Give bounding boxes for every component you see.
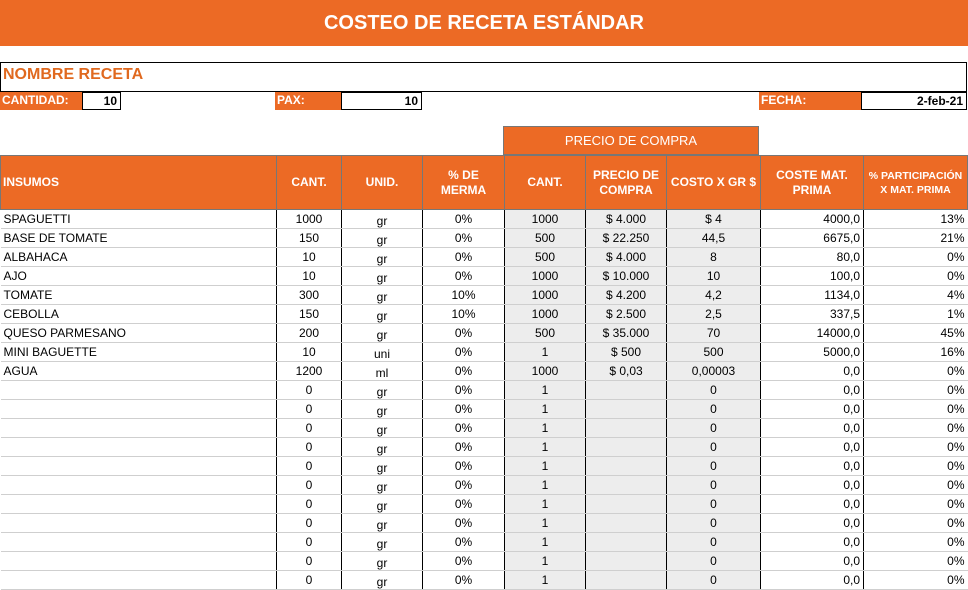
cell-cant-compra[interactable]: 500 bbox=[505, 324, 586, 343]
cell-costo-gr[interactable]: 500 bbox=[667, 343, 761, 362]
table-row bbox=[1, 381, 968, 400]
cell-cant-compra[interactable]: 1 bbox=[505, 476, 586, 495]
table-row bbox=[1, 400, 968, 419]
cell-cant-compra[interactable]: 1000 bbox=[505, 305, 586, 324]
table-row bbox=[1, 438, 968, 457]
cell-costo-gr[interactable]: 0 bbox=[667, 571, 761, 590]
table-row bbox=[1, 419, 968, 438]
cell-participacion[interactable]: 0% bbox=[864, 495, 968, 514]
cell-costo-gr[interactable]: 0 bbox=[667, 457, 761, 476]
cell-cantidad[interactable]: 0 bbox=[277, 552, 342, 571]
cell-precio-compra[interactable] bbox=[586, 495, 667, 514]
col-costo-gr: COSTO X GR $ bbox=[667, 156, 761, 210]
cell-cantidad[interactable]: 0 bbox=[277, 400, 342, 419]
cell-unidad[interactable]: uni bbox=[342, 343, 423, 362]
cell-cantidad[interactable]: 0 bbox=[277, 438, 342, 457]
cell-precio-compra[interactable]: $ 4.000 bbox=[586, 248, 667, 267]
cell-merma[interactable]: 0% bbox=[423, 229, 505, 248]
cell-costo-gr[interactable]: 4,2 bbox=[667, 286, 761, 305]
cell-cantidad[interactable]: 200 bbox=[277, 324, 342, 343]
table-row bbox=[1, 552, 968, 571]
pax-label: PAX: bbox=[275, 92, 341, 110]
cell-unidad[interactable]: gr bbox=[342, 286, 423, 305]
cell-insumo[interactable] bbox=[1, 381, 277, 400]
cell-insumo[interactable]: AGUA bbox=[1, 362, 277, 381]
cell-coste-mat[interactable]: 0,0 bbox=[761, 457, 864, 476]
col-unid: UNID. bbox=[342, 156, 423, 210]
table-row bbox=[1, 343, 968, 362]
cell-coste-mat[interactable]: 0,0 bbox=[761, 495, 864, 514]
cell-coste-mat[interactable]: 0,0 bbox=[761, 514, 864, 533]
fecha-label: FECHA: bbox=[759, 92, 861, 110]
col-coste-mat: COSTE MAT. PRIMA bbox=[761, 156, 864, 210]
cell-unidad[interactable]: gr bbox=[342, 381, 423, 400]
cell-coste-mat[interactable]: 337,5 bbox=[761, 305, 864, 324]
cell-coste-mat[interactable]: 0,0 bbox=[761, 381, 864, 400]
cell-cantidad[interactable]: 10 bbox=[277, 248, 342, 267]
cell-participacion[interactable]: 1% bbox=[864, 305, 968, 324]
cell-merma[interactable]: 0% bbox=[423, 533, 505, 552]
costing-table bbox=[0, 155, 968, 590]
cell-coste-mat[interactable]: 6675,0 bbox=[761, 229, 864, 248]
table-row bbox=[1, 210, 968, 229]
cell-unidad[interactable]: gr bbox=[342, 571, 423, 590]
cell-merma[interactable]: 0% bbox=[423, 476, 505, 495]
cell-precio-compra[interactable] bbox=[586, 571, 667, 590]
cell-insumo[interactable]: SPAGUETTI bbox=[1, 210, 277, 229]
cantidad-value[interactable]: 10 bbox=[82, 92, 121, 110]
precio-compra-header: PRECIO DE COMPRA bbox=[503, 126, 759, 155]
cell-precio-compra[interactable]: $ 4.200 bbox=[586, 286, 667, 305]
cell-cantidad[interactable]: 0 bbox=[277, 571, 342, 590]
table-row bbox=[1, 495, 968, 514]
cell-precio-compra[interactable] bbox=[586, 514, 667, 533]
cell-unidad[interactable]: gr bbox=[342, 210, 423, 229]
table-row bbox=[1, 476, 968, 495]
cell-coste-mat[interactable]: 1134,0 bbox=[761, 286, 864, 305]
cell-insumo[interactable] bbox=[1, 571, 277, 590]
table-row bbox=[1, 457, 968, 476]
cell-cantidad[interactable]: 0 bbox=[277, 514, 342, 533]
cell-insumo[interactable]: TOMATE bbox=[1, 286, 277, 305]
cell-merma[interactable]: 10% bbox=[423, 305, 505, 324]
col-cant: CANT. bbox=[277, 156, 342, 210]
cell-precio-compra[interactable] bbox=[586, 533, 667, 552]
cell-precio-compra[interactable]: $ 0,03 bbox=[586, 362, 667, 381]
cell-costo-gr[interactable]: $ 4 bbox=[667, 210, 761, 229]
cell-insumo[interactable]: QUESO PARMESANO bbox=[1, 324, 277, 343]
cell-precio-compra[interactable] bbox=[586, 419, 667, 438]
cell-insumo[interactable]: CEBOLLA bbox=[1, 305, 277, 324]
recipe-name-label: NOMBRE RECETA bbox=[3, 66, 144, 83]
cell-cant-compra[interactable]: 1 bbox=[505, 571, 586, 590]
cell-merma[interactable]: 0% bbox=[423, 400, 505, 419]
cell-unidad[interactable]: gr bbox=[342, 324, 423, 343]
cell-cant-compra[interactable]: 1 bbox=[505, 533, 586, 552]
cell-unidad[interactable]: gr bbox=[342, 438, 423, 457]
cell-unidad[interactable]: gr bbox=[342, 476, 423, 495]
cell-participacion[interactable]: 45% bbox=[864, 324, 968, 343]
cell-participacion[interactable]: 0% bbox=[864, 419, 968, 438]
cell-coste-mat[interactable]: 0,0 bbox=[761, 419, 864, 438]
cell-unidad[interactable]: gr bbox=[342, 229, 423, 248]
cell-merma[interactable]: 0% bbox=[423, 514, 505, 533]
cantidad-label: CANTIDAD: bbox=[0, 92, 82, 110]
cell-cant-compra[interactable]: 500 bbox=[505, 229, 586, 248]
cell-participacion[interactable]: 16% bbox=[864, 343, 968, 362]
cell-merma[interactable]: 10% bbox=[423, 286, 505, 305]
cell-insumo[interactable] bbox=[1, 400, 277, 419]
cell-cantidad[interactable]: 0 bbox=[277, 533, 342, 552]
col-precio-compra: PRECIO DE COMPRA bbox=[586, 156, 667, 210]
cell-unidad[interactable]: gr bbox=[342, 457, 423, 476]
cell-precio-compra[interactable] bbox=[586, 381, 667, 400]
cell-cant-compra[interactable]: 1000 bbox=[505, 267, 586, 286]
cell-costo-gr[interactable]: 8 bbox=[667, 248, 761, 267]
cell-coste-mat[interactable]: 0,0 bbox=[761, 476, 864, 495]
cell-coste-mat[interactable]: 4000,0 bbox=[761, 210, 864, 229]
cell-participacion[interactable]: 0% bbox=[864, 248, 968, 267]
cell-costo-gr[interactable]: 0 bbox=[667, 514, 761, 533]
cell-participacion[interactable]: 21% bbox=[864, 229, 968, 248]
table-row bbox=[1, 324, 968, 343]
cell-cantidad[interactable]: 0 bbox=[277, 381, 342, 400]
cell-precio-compra[interactable] bbox=[586, 438, 667, 457]
col-cant-compra: CANT. bbox=[505, 156, 586, 210]
cell-coste-mat[interactable]: 80,0 bbox=[761, 248, 864, 267]
cell-costo-gr[interactable]: 0 bbox=[667, 400, 761, 419]
cell-insumo[interactable] bbox=[1, 552, 277, 571]
cell-precio-compra[interactable] bbox=[586, 400, 667, 419]
cell-insumo[interactable] bbox=[1, 457, 277, 476]
cell-merma[interactable]: 0% bbox=[423, 438, 505, 457]
header-row bbox=[1, 156, 968, 210]
cell-merma[interactable]: 0% bbox=[423, 267, 505, 286]
cell-precio-compra[interactable]: $ 2.500 bbox=[586, 305, 667, 324]
cell-cantidad[interactable]: 0 bbox=[277, 495, 342, 514]
cell-participacion[interactable]: 0% bbox=[864, 514, 968, 533]
cell-coste-mat[interactable]: 14000,0 bbox=[761, 324, 864, 343]
cell-participacion[interactable]: 0% bbox=[864, 457, 968, 476]
table-row bbox=[1, 229, 968, 248]
cell-precio-compra[interactable]: $ 4.000 bbox=[586, 210, 667, 229]
table-row bbox=[1, 362, 968, 381]
cell-costo-gr[interactable]: 0 bbox=[667, 438, 761, 457]
cell-cant-compra[interactable]: 1000 bbox=[505, 362, 586, 381]
cell-merma[interactable]: 0% bbox=[423, 381, 505, 400]
cell-merma[interactable]: 0% bbox=[423, 343, 505, 362]
cell-participacion[interactable]: 13% bbox=[864, 210, 968, 229]
cell-costo-gr[interactable]: 0 bbox=[667, 419, 761, 438]
cell-unidad[interactable]: gr bbox=[342, 495, 423, 514]
cell-cantidad[interactable]: 150 bbox=[277, 305, 342, 324]
cell-participacion[interactable]: 4% bbox=[864, 286, 968, 305]
cell-coste-mat[interactable]: 100,0 bbox=[761, 267, 864, 286]
cell-costo-gr[interactable]: 0 bbox=[667, 381, 761, 400]
cell-participacion[interactable]: 0% bbox=[864, 400, 968, 419]
cell-merma[interactable]: 0% bbox=[423, 552, 505, 571]
cell-cant-compra[interactable]: 1 bbox=[505, 381, 586, 400]
cell-coste-mat[interactable]: 0,0 bbox=[761, 400, 864, 419]
cell-coste-mat[interactable]: 0,0 bbox=[761, 552, 864, 571]
cell-merma[interactable]: 0% bbox=[423, 419, 505, 438]
cell-merma[interactable]: 0% bbox=[423, 362, 505, 381]
table-row bbox=[1, 533, 968, 552]
cell-costo-gr[interactable]: 0 bbox=[667, 552, 761, 571]
cell-costo-gr[interactable]: 0 bbox=[667, 495, 761, 514]
cell-cant-compra[interactable]: 1 bbox=[505, 419, 586, 438]
cell-cantidad[interactable]: 1000 bbox=[277, 210, 342, 229]
cell-cantidad[interactable]: 300 bbox=[277, 286, 342, 305]
cell-costo-gr[interactable]: 0 bbox=[667, 476, 761, 495]
cell-cant-compra[interactable]: 1000 bbox=[505, 210, 586, 229]
cell-cant-compra[interactable]: 1 bbox=[505, 438, 586, 457]
cell-participacion[interactable]: 0% bbox=[864, 476, 968, 495]
cell-insumo[interactable] bbox=[1, 533, 277, 552]
cell-cantidad[interactable]: 1200 bbox=[277, 362, 342, 381]
cell-insumo[interactable] bbox=[1, 514, 277, 533]
cell-costo-gr[interactable]: 44,5 bbox=[667, 229, 761, 248]
cell-unidad[interactable]: gr bbox=[342, 248, 423, 267]
cell-precio-compra[interactable]: $ 10.000 bbox=[586, 267, 667, 286]
cell-cantidad[interactable]: 0 bbox=[277, 476, 342, 495]
cell-cantidad[interactable]: 150 bbox=[277, 229, 342, 248]
cell-insumo[interactable] bbox=[1, 495, 277, 514]
cell-precio-compra[interactable]: $ 35.000 bbox=[586, 324, 667, 343]
cell-participacion[interactable]: 0% bbox=[864, 552, 968, 571]
cell-participacion[interactable]: 0% bbox=[864, 571, 968, 590]
cell-merma[interactable]: 0% bbox=[423, 248, 505, 267]
table-row bbox=[1, 248, 968, 267]
col-participacion: % PARTICIPACIÓN X MAT. PRIMA bbox=[864, 156, 968, 210]
fecha-value[interactable]: 2-feb-21 bbox=[861, 92, 967, 110]
cell-unidad[interactable]: gr bbox=[342, 267, 423, 286]
cell-insumo[interactable]: MINI BAGUETTE bbox=[1, 343, 277, 362]
cell-unidad[interactable]: gr bbox=[342, 419, 423, 438]
cell-cant-compra[interactable]: 500 bbox=[505, 248, 586, 267]
cell-merma[interactable]: 0% bbox=[423, 571, 505, 590]
table-row bbox=[1, 267, 968, 286]
cell-cant-compra[interactable]: 1000 bbox=[505, 286, 586, 305]
sheet-title: COSTEO DE RECETA ESTÁNDAR bbox=[0, 0, 968, 46]
table-row bbox=[1, 571, 968, 590]
cell-precio-compra[interactable]: $ 22.250 bbox=[586, 229, 667, 248]
table-row bbox=[1, 514, 968, 533]
cell-merma[interactable]: 0% bbox=[423, 210, 505, 229]
cell-participacion[interactable]: 0% bbox=[864, 362, 968, 381]
cell-participacion[interactable]: 0% bbox=[864, 438, 968, 457]
cell-insumo[interactable] bbox=[1, 419, 277, 438]
cell-cant-compra[interactable]: 1 bbox=[505, 552, 586, 571]
cell-cant-compra[interactable]: 1 bbox=[505, 343, 586, 362]
cell-costo-gr[interactable]: 2,5 bbox=[667, 305, 761, 324]
cell-cant-compra[interactable]: 1 bbox=[505, 400, 586, 419]
cell-insumo[interactable] bbox=[1, 438, 277, 457]
cell-coste-mat[interactable]: 0,0 bbox=[761, 533, 864, 552]
cell-cant-compra[interactable]: 1 bbox=[505, 457, 586, 476]
cell-merma[interactable]: 0% bbox=[423, 324, 505, 343]
cell-costo-gr[interactable]: 0,00003 bbox=[667, 362, 761, 381]
cell-cant-compra[interactable]: 1 bbox=[505, 495, 586, 514]
pax-value[interactable]: 10 bbox=[341, 92, 422, 110]
cell-unidad[interactable]: gr bbox=[342, 400, 423, 419]
cell-cantidad[interactable]: 10 bbox=[277, 267, 342, 286]
cell-costo-gr[interactable]: 70 bbox=[667, 324, 761, 343]
cell-unidad[interactable]: gr bbox=[342, 305, 423, 324]
cell-insumo[interactable] bbox=[1, 476, 277, 495]
cell-coste-mat[interactable]: 0,0 bbox=[761, 362, 864, 381]
cell-cantidad[interactable]: 10 bbox=[277, 343, 342, 362]
recipe-name-cell[interactable] bbox=[0, 62, 967, 92]
cell-merma[interactable]: 0% bbox=[423, 495, 505, 514]
cell-precio-compra[interactable]: $ 500 bbox=[586, 343, 667, 362]
cell-precio-compra[interactable] bbox=[586, 457, 667, 476]
cell-coste-mat[interactable]: 0,0 bbox=[761, 438, 864, 457]
cell-unidad[interactable]: ml bbox=[342, 362, 423, 381]
col-merma: % DE MERMA bbox=[423, 156, 505, 210]
table-row bbox=[1, 286, 968, 305]
cell-unidad[interactable]: gr bbox=[342, 533, 423, 552]
cell-cantidad[interactable]: 0 bbox=[277, 457, 342, 476]
cell-unidad[interactable]: gr bbox=[342, 514, 423, 533]
cell-unidad[interactable]: gr bbox=[342, 552, 423, 571]
cell-cantidad[interactable]: 0 bbox=[277, 419, 342, 438]
cell-participacion[interactable]: 0% bbox=[864, 533, 968, 552]
cell-participacion[interactable]: 0% bbox=[864, 267, 968, 286]
cell-cant-compra[interactable]: 1 bbox=[505, 514, 586, 533]
table-row bbox=[1, 305, 968, 324]
cell-coste-mat[interactable]: 5000,0 bbox=[761, 343, 864, 362]
col-insumos: INSUMOS bbox=[1, 156, 277, 210]
cell-coste-mat[interactable]: 0,0 bbox=[761, 571, 864, 590]
cell-insumo[interactable]: ALBAHACA bbox=[1, 248, 277, 267]
cell-insumo[interactable]: AJO bbox=[1, 267, 277, 286]
cell-costo-gr[interactable]: 0 bbox=[667, 533, 761, 552]
cell-participacion[interactable]: 0% bbox=[864, 381, 968, 400]
cell-costo-gr[interactable]: 10 bbox=[667, 267, 761, 286]
cell-insumo[interactable]: BASE DE TOMATE bbox=[1, 229, 277, 248]
cell-precio-compra[interactable] bbox=[586, 476, 667, 495]
cell-precio-compra[interactable] bbox=[586, 552, 667, 571]
cell-merma[interactable]: 0% bbox=[423, 457, 505, 476]
